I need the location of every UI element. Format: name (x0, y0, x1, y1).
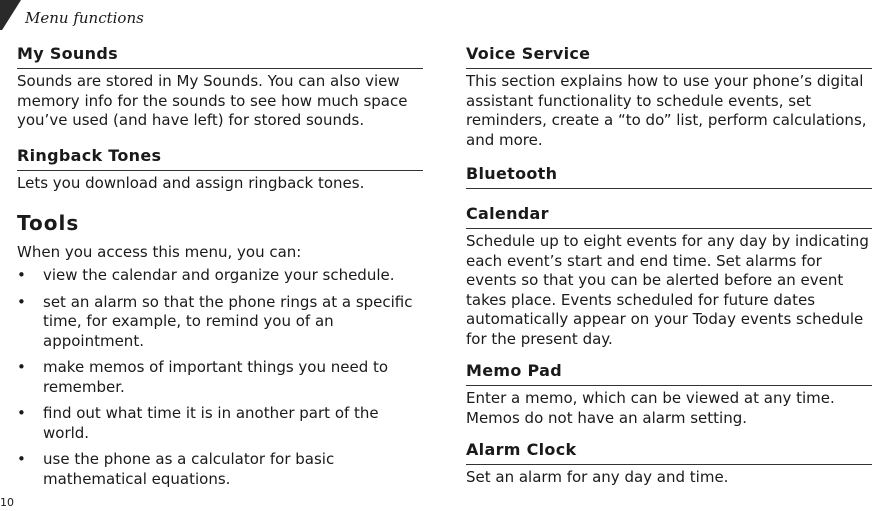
tools-intro: When you access this menu, you can: (17, 243, 302, 261)
calendar-body: Schedule up to eight events for any day by indicating each event’s start and end time. Set alarms for events so that you can be alerted before an event takes place. Events scheduled for future dates automatically appear on your Today events schedule for the present day. (466, 232, 869, 348)
ringback-tones-body: Lets you download and assign ringback tones. (17, 174, 365, 192)
list-item (17, 358, 423, 397)
list-item-text: use the phone as a calculator for basic mathematical equations. (43, 450, 335, 488)
list-item (17, 404, 423, 443)
bullet-icon: • (17, 292, 26, 311)
alarm-clock-body: Set an alarm for any day and time. (466, 468, 729, 486)
list-item-text: set an alarm so that the phone rings at a specific time, for example, to remind you of an appointment. (43, 292, 413, 350)
voice-service-body: This section explains how to use your phone’s digital assistant functionality to schedule events, set reminders, create a “to do” list, perform calculations, and more. (466, 72, 867, 149)
list-item-text: make memos of important things you need to remember. (43, 358, 389, 396)
tools-heading: Tools (17, 211, 80, 235)
list-item (17, 450, 423, 489)
list-item-text: view the calendar and organize your schedule. (43, 266, 395, 284)
calendar-heading: Calendar (466, 204, 872, 229)
tools-list (17, 266, 423, 496)
list-item (17, 266, 423, 286)
running-head: Menu functions (25, 9, 144, 27)
chapter-tab-marker (0, 0, 21, 30)
bullet-icon: • (17, 450, 26, 468)
ringback-tones-heading: Ringback Tones (17, 146, 423, 171)
memo-pad-heading: Memo Pad (466, 361, 872, 386)
my-sounds-body: Sounds are stored in My Sounds. You can also view memory info for the sounds to see how much space you’ve used (and have left) for stored sounds. (17, 72, 408, 129)
list-item-text: find out what time it is in another part of the world. (43, 404, 379, 442)
my-sounds-heading: My Sounds (17, 44, 423, 69)
voice-service-heading: Voice Service (466, 44, 872, 69)
memo-pad-body: Enter a memo, which can be viewed at any time. Memos do not have an alarm setting. (466, 389, 835, 427)
alarm-clock-heading: Alarm Clock (466, 440, 872, 465)
list-item (17, 293, 423, 352)
bullet-icon: • (17, 266, 26, 284)
bluetooth-heading: Bluetooth (466, 164, 872, 189)
bullet-icon: • (17, 404, 26, 422)
page-number: 10 (0, 496, 14, 509)
bullet-icon: • (17, 358, 26, 376)
